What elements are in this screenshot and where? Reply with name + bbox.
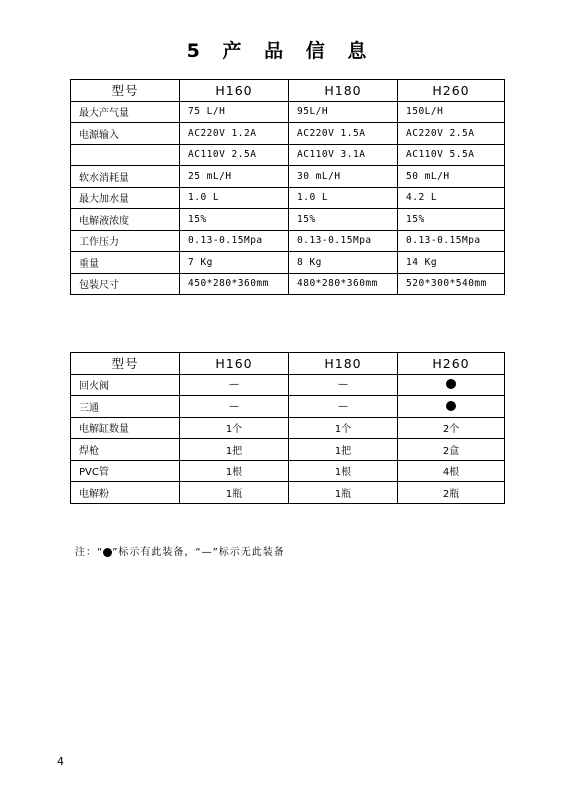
table-cell: 150L/H: [398, 101, 505, 123]
table-cell: 0.13-0.15Mpa: [398, 230, 505, 252]
table-row: [71, 101, 505, 123]
table-cell: 95L/H: [289, 101, 398, 123]
table-row: [71, 187, 505, 209]
spec-table-body: [71, 101, 505, 295]
model-header: 型号: [71, 80, 180, 102]
row-label: 三通: [71, 396, 180, 418]
table-cell: 30 mL/H: [289, 166, 398, 188]
table-cell: 450*280*360mm: [180, 273, 289, 295]
table-cell: 4根: [398, 460, 505, 482]
filled-dot-icon: [446, 379, 456, 389]
equipment-table-header: [71, 353, 505, 375]
row-label: 电解缸数量: [71, 417, 180, 439]
table-cell: 15%: [180, 209, 289, 231]
table-cell: 1根: [180, 460, 289, 482]
table-cell: 14 Kg: [398, 252, 505, 274]
row-label: 焊枪: [71, 439, 180, 461]
filled-dot-icon: [103, 548, 112, 557]
row-label: 软水消耗量: [71, 166, 180, 188]
equipment-table: [70, 352, 505, 504]
row-label: 工作压力: [71, 230, 180, 252]
note-prefix: 注：“: [75, 547, 104, 558]
table-row: [71, 482, 505, 504]
table-cell: AC110V 3.1A: [289, 144, 398, 166]
table-cell: 8 Kg: [289, 252, 398, 274]
model-h180-header: H180: [289, 80, 398, 102]
table-cell: 0.13-0.15Mpa: [180, 230, 289, 252]
row-label: 重量: [71, 252, 180, 274]
table-cell: 15%: [398, 209, 505, 231]
table-row: [71, 209, 505, 231]
spec-table: [70, 79, 505, 295]
table-row: [71, 252, 505, 274]
table-cell: 0.13-0.15Mpa: [289, 230, 398, 252]
table-cell: AC220V 1.2A: [180, 123, 289, 145]
table-cell: AC110V 2.5A: [180, 144, 289, 166]
table-cell: —: [180, 396, 289, 418]
table-row: [71, 166, 505, 188]
table-row: [71, 439, 505, 461]
table-cell: 50 mL/H: [398, 166, 505, 188]
model-h180-header: H180: [289, 353, 398, 375]
table-cell: 15%: [289, 209, 398, 231]
header-row: [71, 353, 505, 375]
table-cell: AC220V 2.5A: [398, 123, 505, 145]
table-cell: 1根: [289, 460, 398, 482]
model-h260-header: H260: [398, 80, 505, 102]
page-title: 5 产 品 信 息: [186, 40, 375, 62]
table-cell: 2个: [398, 417, 505, 439]
table-cell: AC110V 5.5A: [398, 144, 505, 166]
table-cell: 25 mL/H: [180, 166, 289, 188]
table-cell: 2瓶: [398, 482, 505, 504]
row-label: 最大加水量: [71, 187, 180, 209]
legend-note: [75, 543, 285, 558]
table-cell: 1把: [289, 439, 398, 461]
row-label: 包装尺寸: [71, 273, 180, 295]
row-label: 电解液浓度: [71, 209, 180, 231]
row-label: 电源输入: [71, 123, 180, 145]
table-cell: 75 L/H: [180, 101, 289, 123]
table-cell: 520*300*540mm: [398, 273, 505, 295]
row-label: [71, 144, 180, 166]
model-header: 型号: [71, 353, 180, 375]
table-row: [71, 417, 505, 439]
model-h260-header: H260: [398, 353, 505, 375]
table-cell: 480*280*360mm: [289, 273, 398, 295]
table-cell: AC220V 1.5A: [289, 123, 398, 145]
table-row: [71, 123, 505, 145]
table-cell: 1瓶: [289, 482, 398, 504]
table-cell: —: [289, 374, 398, 396]
table-row: [71, 396, 505, 418]
table-cell: —: [180, 374, 289, 396]
row-label: 最大产气量: [71, 101, 180, 123]
table-row: [71, 144, 505, 166]
row-label: PVC管: [71, 460, 180, 482]
model-h160-header: H160: [180, 80, 289, 102]
page-number: 4: [57, 755, 64, 768]
note-middle: ”标示有此装备，“: [112, 547, 202, 558]
header-row: [71, 80, 505, 102]
model-h160-header: H160: [180, 353, 289, 375]
table-cell: 1瓶: [180, 482, 289, 504]
note-dash: —: [201, 547, 213, 558]
table-cell: 1.0 L: [180, 187, 289, 209]
table-cell: 2盒: [398, 439, 505, 461]
table-cell: 7 Kg: [180, 252, 289, 274]
table-row: [71, 460, 505, 482]
row-label: 电解粉: [71, 482, 180, 504]
table-cell: 1个: [180, 417, 289, 439]
filled-dot-icon: [446, 401, 456, 411]
equipment-table-body: [71, 374, 505, 503]
table-cell: 1.0 L: [289, 187, 398, 209]
table-cell: —: [289, 396, 398, 418]
row-label: 回火阀: [71, 374, 180, 396]
spec-table-header: [71, 80, 505, 102]
table-cell: 4.2 L: [398, 187, 505, 209]
table-row: [71, 273, 505, 295]
table-cell: 1把: [180, 439, 289, 461]
table-row: [71, 374, 505, 396]
table-cell: 1个: [289, 417, 398, 439]
table-cell: [398, 396, 505, 418]
table-cell: [398, 374, 505, 396]
note-suffix: ”标示无此装备: [212, 547, 285, 558]
table-row: [71, 230, 505, 252]
